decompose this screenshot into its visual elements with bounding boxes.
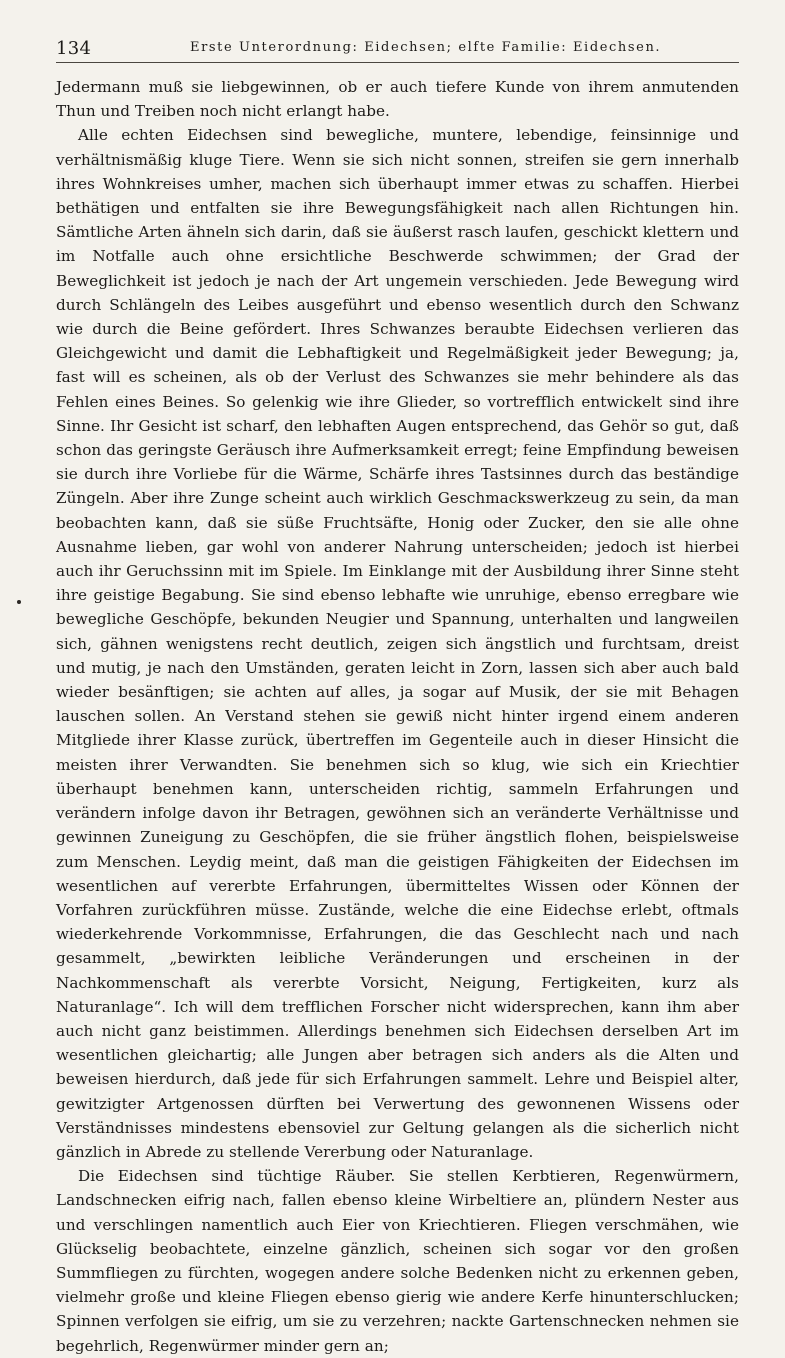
page-header [56, 32, 739, 63]
body-text [56, 75, 739, 1358]
paragraph-diet: Die Eidechsen sind tüchtige Räuber. Sie stellen Kerbtieren, Regenwürmern, Landschnecken eifrig nach, fallen ebenso kleine Wirbeltiere an, plündern Nester aus und verschlingen namentlich auch Eier von Kriechtieren. Fliegen verschmähen, wie Glückselig beobachtete, einzelne gänzlich, scheinen sich sogar vor den großen Summfliegen zu fürchten, wogegen andere solche Bedenken nicht zu erkennen geben, vielmehr große und kleine Fliegen ebenso gierig wie andere Kerfe hinunterschlucken; Spinnen verfolgen sie eifrig, um sie zu verzehren; nackte Gartenschnecken nehmen sie begehrlich, Regenwürmer minder gern an; [56, 1167, 739, 1355]
scan-mark [17, 600, 21, 604]
paragraph-behavior-senses: Alle echten Eidechsen sind bewegliche, muntere, lebendige, feinsinnige und verhältnismäßig kluge Tiere. Wenn sie sich nicht sonnen, streifen sie gern innerhalb ihres Wohnkreises umher, machen sich überhaupt immer etwas zu schaffen. Hierbei bethätigen und entfalten sie ihre Bewegungsfähigkeit nach allen Richtungen hin. Sämtliche Arten ähneln sich darin, daß sie äußerst rasch laufen, geschickt klettern und im Notfalle auch ohne ersichtliche Beschwerde schwimmen; der Grad der Beweglichkeit ist jedoch je nach der Art ungemein verschieden. Jede Bewegung wird durch Schlängeln des Leibes ausgeführt und ebenso wesentlich durch den Schwanz wie durch die Beine gefördert. Ihres Schwanzes beraubte Eidechsen verlieren das Gleichgewicht und damit die Lebhaftigkeit und Regelmäßigkeit jeder Bewegung; ja, fast will es scheinen, als ob der Verlust des Schwanzes sie mehr behindere als das Fehlen eines Beines. So gelenkig wie ihre Glieder, so vortrefflich entwickelt sind ihre Sinne. Ihr Gesicht ist scharf, den lebhaften Augen entsprechend, das Gehör so gut, daß schon das geringste Geräusch ihre Aufmerksamkeit erregt; feine Empfindung beweisen sie durch ihre Vorliebe für die Wärme, Schärfe ihres Tastsinnes durch das beständige Züngeln. Aber ihre Zunge scheint auch wirklich Geschmackswerkzeug zu sein, da man beobachten kann, daß sie süße Fruchtsäfte, Honig oder Zucker, den sie alle ohne Ausnahme lieben, gar wohl von anderer Nahrung unterscheiden; jedoch ist hierbei auch ihr Geruchssinn mit im Spiele. Im Einklange mit der Ausbildung ihrer Sinne steht ihre geistige Begabung. Sie sind ebenso lebhafte wie unruhige, ebenso erregbare wie bewegliche Geschöpfe, bekunden Neugier und Spannung, unterhalten und langweilen sich, gähnen wenigstens recht deutlich, zeigen sich ängstlich und furchtsam, dreist und mutig, je nach den Umständen, geraten leicht in Zorn, lassen sich aber auch bald wieder besänftigen; sie achten auf alles, ja sogar auf Musik, der sie mit Behagen lauschen sollen. An Verstand stehen sie gewiß nicht hinter irgend einem anderen Mitgliede ihrer Klasse zurück, übertreffen im Gegenteile auch in dieser Hinsicht die meisten ihrer Verwandten. Sie benehmen sich so klug, wie sich ein Kriechtier überhaupt benehmen kann, unterscheiden richtig, sammeln Erfahrungen und verändern infolge davon ihr Betragen, gewöhnen sich an veränderte Verhältnisse und gewinnen Zuneigung zu Geschöpfen, die sie früher ängstlich flohen, beispielsweise zum Menschen. Leydig meint, daß man die geistigen Fähigkeiten der Eidechsen im wesentlichen auf vererbte Erfahrungen, übermitteltes Wissen oder Können der Vorfahren zurückführen müsse. Zustände, welche die eine Eidechse erlebt, oftmals wiederkehrende Vorkommnisse, Erfahrungen, die das Geschlecht nach und nach gesammelt, „bewirkten leibliche Veränderungen und erscheinen in der Nachkommenschaft als vererbte Vorsicht, Neigung, Fertigkeiten, kurz als Naturanlage“. Ich will dem trefflichen Forscher nicht widersprechen, kann ihm aber auch nicht ganz beistimmen. Allerdings benehmen sich Eidechsen derselben Art im wesentlichen gleichartig; alle Jungen aber betragen sich anders als die Alten und beweisen hierdurch, daß jede für sich Erfahrungen sammelt. Lehre und Beispiel alter, gewitzigter Artgenossen dürften bei Verwertung des gewonnenen Wissens oder Verständnisses mindestens ebensoviel zur Geltung gelangen als die sicherlich nicht gänzlich in Abrede zu stellende Vererbung oder Naturanlage. [56, 126, 739, 1161]
page-number: 134 [56, 38, 92, 59]
book-page [56, 32, 739, 1355]
running-head: Erste Unterordnung: Eidechsen; elfte Familie: Eidechsen. [190, 40, 662, 55]
paragraph-continuation: Jedermann muß sie liebgewinnen, ob er auch tiefere Kunde von ihrem anmutenden Thun und Treiben noch nicht erlangt habe. [56, 78, 739, 121]
